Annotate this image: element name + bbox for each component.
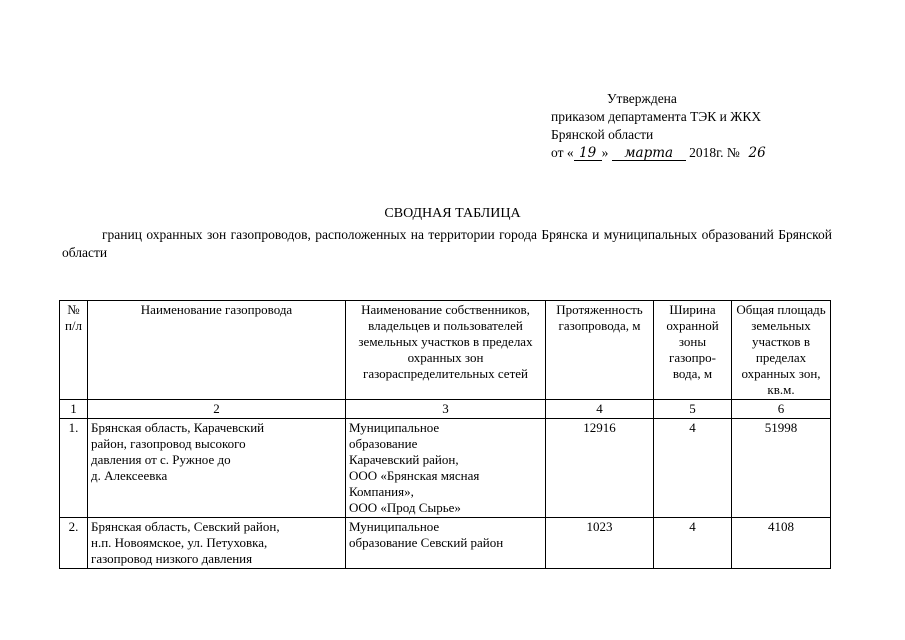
- row-length: 1023: [546, 518, 654, 569]
- row-number: 1.: [60, 419, 88, 518]
- date-prefix: от «: [551, 145, 574, 160]
- column-number: 6: [732, 400, 831, 419]
- handwritten-number: 26: [748, 145, 766, 161]
- document-subtitle: границ охранных зон газопроводов, расположенных на территории города Брянска и муниципальных образований Брянской области: [62, 227, 832, 260]
- row-zone-width: 4: [654, 518, 732, 569]
- approval-order: приказом департамента ТЭК и ЖКХ: [551, 109, 762, 124]
- approval-title: Утверждена: [607, 91, 677, 106]
- row-zone-width: 4: [654, 419, 732, 518]
- document-title: СВОДНАЯ ТАБЛИЦА: [384, 206, 521, 221]
- row-number: 2.: [60, 518, 88, 569]
- number-sign: №: [726, 145, 740, 160]
- table-row: [60, 419, 831, 518]
- handwritten-day: 19: [574, 146, 602, 161]
- date-year: 2018г.: [689, 145, 724, 160]
- date-mid: »: [601, 145, 609, 160]
- table-row: [60, 518, 831, 569]
- header-length: Протяженность газопровода, м: [546, 301, 654, 400]
- column-number: 1: [60, 400, 88, 419]
- column-number: 2: [88, 400, 346, 419]
- header-pipeline-name: Наименование газопровода: [88, 301, 346, 400]
- summary-table: [59, 300, 831, 569]
- column-number-row: [60, 400, 831, 419]
- header-total-area: Общая площадь земельных участков в пределах охранных зон, кв.м.: [732, 301, 831, 400]
- row-total-area: 51998: [732, 419, 831, 518]
- approval-block: [551, 90, 771, 162]
- table-header-row: [60, 301, 831, 400]
- header-owners: Наименование собственников, владельцев и пользователей земельных участков в пределах охранных зон газораспределительных сетей: [346, 301, 546, 400]
- header-number: № п/л: [60, 301, 88, 400]
- approval-region: Брянской области: [551, 127, 654, 142]
- column-number: 4: [546, 400, 654, 419]
- row-total-area: 4108: [732, 518, 831, 569]
- row-length: 12916: [546, 419, 654, 518]
- column-number: 5: [654, 400, 732, 419]
- handwritten-month: марта: [612, 146, 686, 161]
- column-number: 3: [346, 400, 546, 419]
- row-owners: Муниципальное образование Севский район: [346, 518, 546, 569]
- header-zone-width: Ширина охранной зоны газопро-вода, м: [654, 301, 732, 400]
- approval-date-line: [551, 144, 771, 162]
- row-owners: Муниципальное образование Карачевский район, ООО «Брянская мясная Компания», ООО «Прод Сырье»: [346, 419, 546, 518]
- row-pipeline: Брянская область, Карачевский район, газопровод высокого давления от с. Ружное до д. Алексеевка: [88, 419, 346, 518]
- row-pipeline: Брянская область, Севский район, н.п. Новоямское, ул. Петуховка, газопровод низкого давления: [88, 518, 346, 569]
